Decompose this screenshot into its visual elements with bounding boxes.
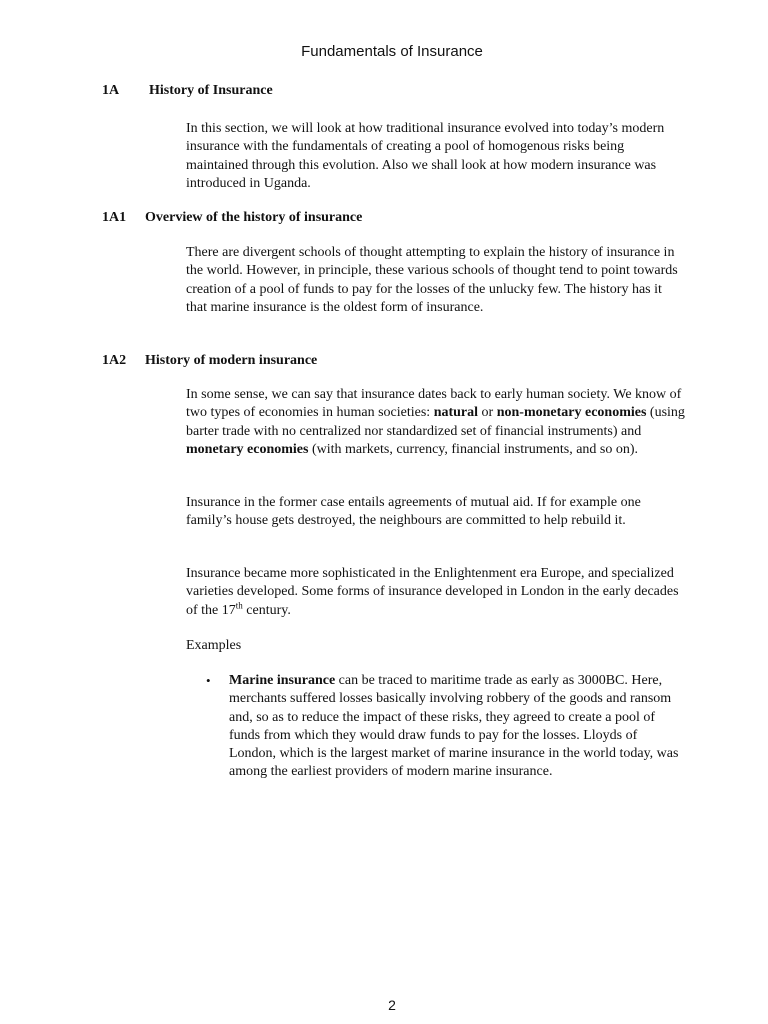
bold-term: monetary economies: [186, 441, 309, 457]
text-run: or: [478, 405, 497, 421]
list-item: [206, 672, 686, 782]
text-run: (using barter trade with no centralized nor standardized set of financial instruments) and: [186, 405, 685, 439]
paragraph: [186, 565, 686, 620]
section-title: Overview of the history of insurance: [145, 210, 363, 225]
paragraph: In this section, we will look at how traditional insurance evolved into today’s modern insurance with the fundamentals of creating a pool of homogenous risks being maintained through this evolution. Also we shall look at how modern insurance was introduced in Uganda.: [186, 121, 665, 191]
section-heading-1a: [102, 82, 273, 100]
section-title: History of modern insurance: [145, 353, 318, 368]
paragraph: Insurance in the former case entails agreements of mutual aid. If for example one family’s house gets destroyed, the neighbours are committed to help rebuild it.: [186, 495, 641, 529]
section-1a1-body: [186, 244, 686, 317]
superscript: th: [235, 599, 243, 610]
section-number: 1A1: [102, 210, 127, 225]
section-title: History of Insurance: [149, 83, 273, 98]
section-heading-1a2: [102, 352, 317, 370]
section-1a-intro: [186, 120, 686, 193]
text-run: Insurance became more sophisticated in the Enlightenment era Europe, and specialized varieties developed. Some forms of insurance developed in London in the early decades of the 17: [186, 566, 679, 618]
list-item-text: [229, 672, 686, 782]
text-run: (with markets, currency, financial instruments, and so on).: [308, 441, 639, 457]
section-number: 1A2: [102, 353, 127, 368]
examples-label: [186, 637, 686, 655]
section-1a2-paragraph-3: [186, 565, 686, 620]
bold-term: non-monetary economies: [496, 405, 647, 421]
section-1a2-paragraph-1: [186, 386, 686, 459]
text-run: century.: [242, 602, 291, 618]
section-1a2-paragraph-2: [186, 494, 686, 531]
text-run: In some sense, we can say that insurance dates back to early human society. We know of two types of economies in human societies:: [186, 387, 682, 421]
text-run: can be traced to maritime trade as early as 3000BC. Here, merchants suffered losses basically involving robbery of the goods and ransom and, so as to reduce the impact of these risks, they agreed to create a pool of funds from which they would draw funds to pay for the losses. Lloyds of London, which is the largest market of marine insurance in the world today, was among the earliest providers of modern marine insurance.: [229, 673, 679, 780]
paragraph: [186, 386, 686, 459]
section-number: 1A: [102, 83, 120, 98]
paragraph: Examples: [186, 638, 242, 653]
bullet-marker: •: [206, 673, 211, 688]
document-title: Fundamentals of Insurance: [301, 43, 483, 60]
page-number: 2: [388, 997, 396, 1013]
section-heading-1a1: [102, 209, 362, 227]
paragraph: There are divergent schools of thought attempting to explain the history of insurance in the world. However, in principle, these various schools of thought tend to point towards creation of a pool of funds to pay for the losses of the unlucky few. The history has it that marine insurance is the oldest form of insurance.: [186, 245, 678, 315]
bold-term: natural: [433, 405, 479, 421]
bold-term: Marine insurance: [229, 673, 336, 688]
